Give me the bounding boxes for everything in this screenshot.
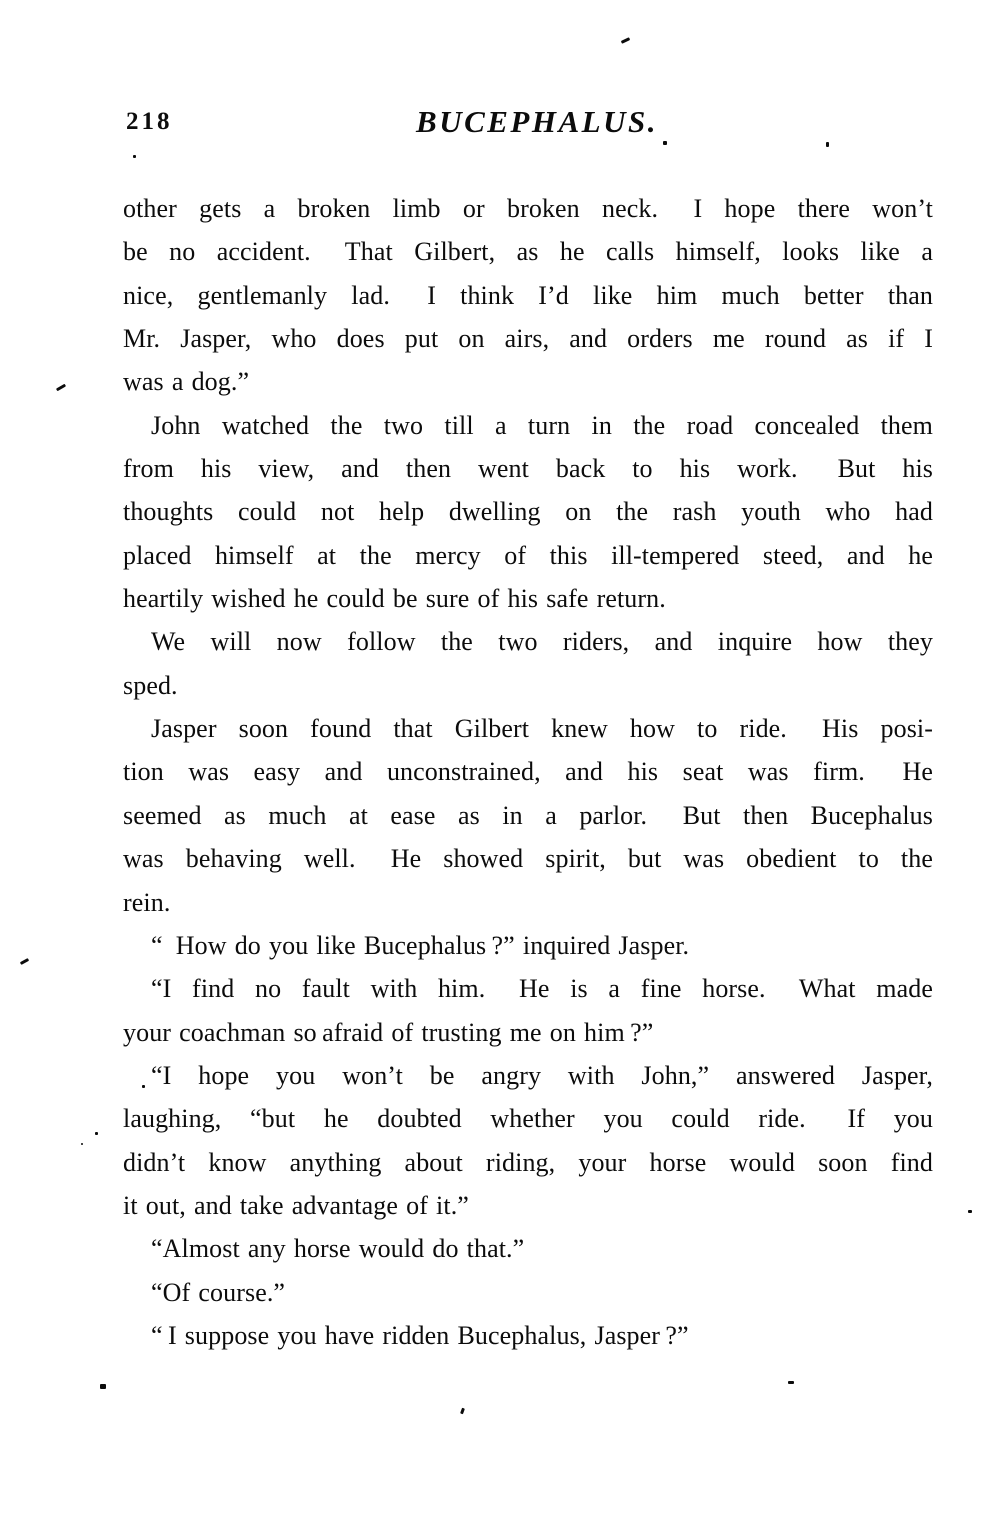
text-line: thoughts could not help dwelling on the rash youth who had [123, 497, 933, 527]
text-line: be no accident. That Gilbert, as he calls himself, looks like a [123, 237, 933, 267]
text-line: Jasper soon found that Gilbert knew how to ride. His posi- [151, 714, 933, 744]
text-line: “Of course.” [151, 1277, 286, 1307]
running-head [0, 0, 988, 170]
text-line: it out, and take advantage of it.” [123, 1190, 469, 1220]
body-text [123, 187, 933, 1357]
text-line: tion was easy and unconstrained, and his seat was firm. He [123, 757, 933, 787]
text-line: heartily wished he could be sure of his safe return. [123, 584, 666, 614]
text-line: rein. [123, 887, 171, 917]
scan-speck [133, 155, 136, 158]
scan-speck [968, 1210, 972, 1213]
text-line: other gets a broken limb or broken neck. I hope there won’t [123, 194, 933, 223]
scan-speck [95, 1132, 98, 1135]
scan-speck [663, 141, 667, 145]
page-number: 218 [126, 108, 173, 135]
text-line: Mr. Jasper, who does put on airs, and orders me round as if I [123, 324, 933, 354]
text-line: placed himself at the mercy of this ill-tempered steed, and he [123, 540, 933, 570]
scan-speck [826, 142, 829, 147]
scan-speck [142, 1085, 145, 1088]
scan-speck [56, 384, 66, 392]
text-line: John watched the two till a turn in the road concealed them [151, 410, 933, 440]
scan-speck [460, 1408, 465, 1415]
text-line: seemed as much at ease as in a parlor. But then Bucephalus [123, 800, 933, 830]
text-line: “I find no fault with him. He is a fine horse. What made [151, 974, 933, 1004]
text-line: “ I suppose you have ridden Bucephalus, Jasper ?” [151, 1320, 689, 1350]
text-line: “I hope you won’t be angry with John,” answered Jasper, [151, 1060, 933, 1090]
text-line: your coachman so afraid of trusting me on him ?” [123, 1017, 654, 1047]
text-line: “Almost any horse would do that.” [151, 1234, 525, 1264]
scan-speck [81, 1143, 83, 1145]
text-line: was a dog.” [123, 367, 250, 397]
scan-speck [20, 958, 29, 965]
text-line: didn’t know anything about riding, your horse would soon find [123, 1147, 933, 1177]
text-line: We will now follow the two riders, and inquire how they [151, 627, 933, 657]
text-line: “ How do you like Bucephalus ?” inquired Jasper. [151, 930, 690, 960]
text-line: sped. [123, 670, 178, 700]
scan-speck [788, 1381, 794, 1384]
text-line: from his view, and then went back to his work. But his [123, 454, 933, 484]
running-title: BUCEPHALUS. [416, 104, 658, 139]
scan-speck [100, 1384, 106, 1389]
text-line: nice, gentlemanly lad. I think I’d like him much better than [123, 280, 933, 310]
text-line: was behaving well. He showed spirit, but was obedient to the [123, 844, 933, 874]
text-line: laughing, “but he doubted whether you could ride. If you [123, 1104, 933, 1134]
